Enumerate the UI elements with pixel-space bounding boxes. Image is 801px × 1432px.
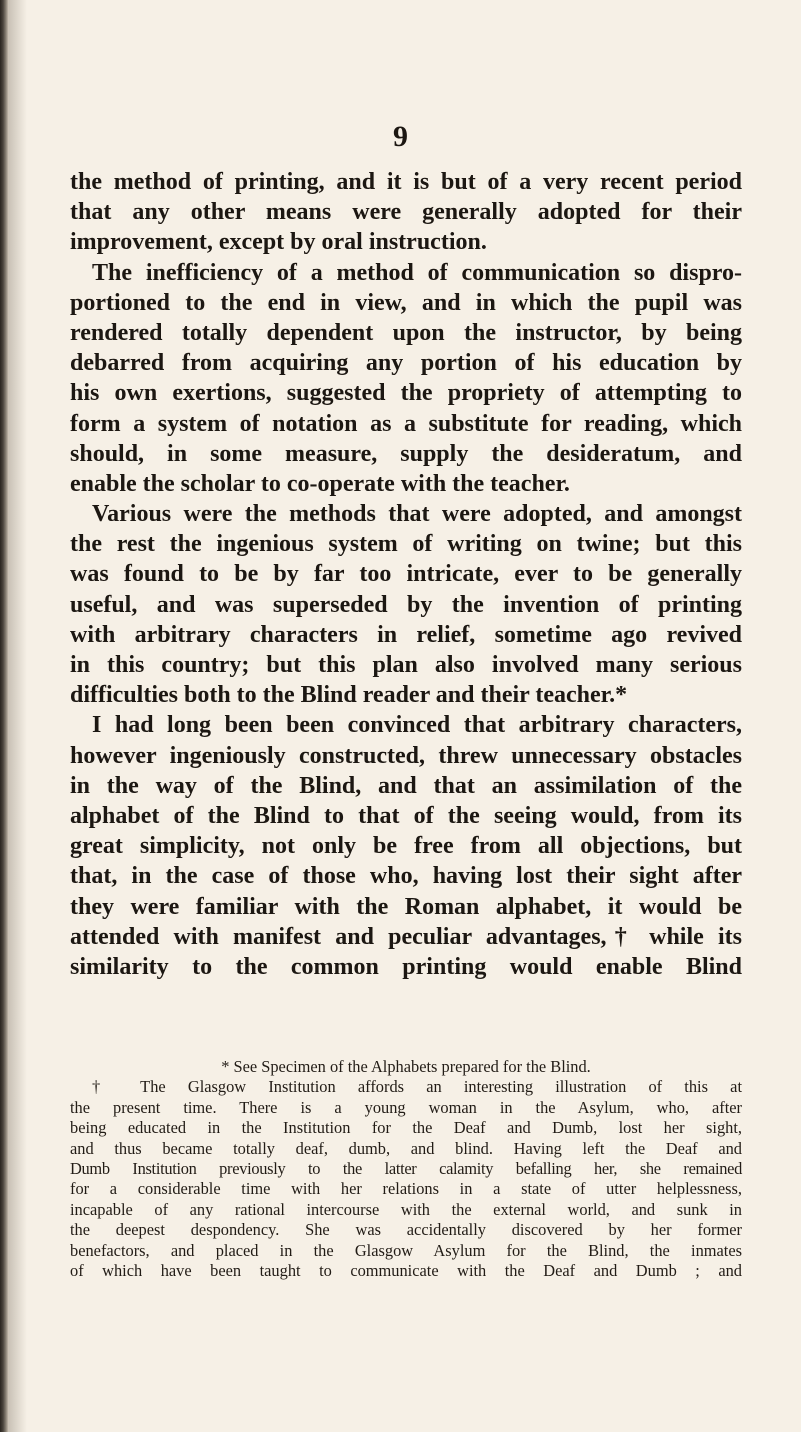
- body-line: great simplicity, not only be free from all objections, but: [70, 833, 742, 860]
- body-line: rendered totally dependent upon the instructor, by being: [70, 319, 742, 346]
- footnote-line: being educated in the Institution for the Deaf and Dumb, lost her sight,: [70, 1118, 742, 1138]
- body-line: however ingeniously constructed, threw unnecessary obstacles: [70, 742, 742, 769]
- body-line: similarity to the common printing would enable Blind: [70, 953, 742, 980]
- footnote-line: benefactors, and placed in the Glasgow Asylum for the Blind, the inmates: [70, 1240, 742, 1260]
- body-line: alphabet of the Blind to that of the seeing would, from its: [70, 802, 742, 829]
- footnote-line: and thus became totally deaf, dumb, and blind. Having left the Deaf and: [70, 1138, 742, 1158]
- footnotes: [70, 1057, 742, 1281]
- footnote-line: * See Specimen of the Alphabets prepared for the Blind.: [221, 1057, 591, 1076]
- body-line: difficulties both to the Blind reader and their teacher.*: [70, 682, 628, 709]
- footnote-line: for a considerable time with her relations in a state of utter helplessness,: [70, 1179, 742, 1199]
- body-line: enable the scholar to co-operate with the teacher.: [70, 470, 570, 497]
- book-spine-edge: [0, 0, 9, 1432]
- body-line: useful, and was superseded by the invention of printing: [70, 591, 742, 618]
- footnote-line: Dumb Institution previously to the latter calamity befalling her, she remained: [70, 1158, 742, 1178]
- footnote-line: † The Glasgow Institution affords an interesting illustration of this at: [92, 1077, 742, 1097]
- body-line: debarred from acquiring any portion of his education by: [70, 350, 742, 377]
- body-line: attended with manifest and peculiar advantages,† while its: [70, 923, 742, 950]
- body-line: was found to be by far too intricate, ever to be generally: [70, 561, 742, 588]
- body-line: I had long been been convinced that arbitrary characters,: [92, 712, 742, 739]
- body-line: they were familiar with the Roman alphabet, it would be: [70, 893, 742, 920]
- body-text: [70, 167, 742, 982]
- footnote-line: the deepest despondency. She was accidentally discovered by her former: [70, 1220, 742, 1240]
- body-line: his own exertions, suggested the propriety of attempting to: [70, 380, 742, 407]
- body-line: The inefficiency of a method of communication so dispro-: [92, 259, 742, 286]
- page-number: 9: [393, 120, 408, 153]
- body-line: form a system of notation as a substitute for reading, which: [70, 410, 742, 437]
- body-line: improvement, except by oral instruction.: [70, 229, 487, 256]
- body-line: in the way of the Blind, and that an assimilation of the: [70, 772, 742, 799]
- body-line: portioned to the end in view, and in which the pupil was: [70, 289, 742, 316]
- body-line: should, in some measure, supply the desideratum, and: [70, 440, 742, 467]
- body-line: the rest the ingenious system of writing on twine; but this: [70, 531, 742, 558]
- body-line: Various were the methods that were adopted, and amongst: [92, 501, 742, 528]
- footnote-line: incapable of any rational intercourse with the external world, and sunk in: [70, 1199, 742, 1219]
- body-line: that, in the case of those who, having lost their sight after: [70, 863, 742, 890]
- body-line: with arbitrary characters in relief, sometime ago revived: [70, 621, 742, 648]
- footnote-line: the present time. There is a young woman in the Asylum, who, after: [70, 1097, 742, 1117]
- gutter-shadow: [9, 0, 27, 1432]
- body-line: in this country; but this plan also involved many serious: [70, 652, 742, 678]
- body-line: the method of printing, and it is but of a very recent period: [70, 169, 742, 195]
- body-line: that any other means were generally adopted for their: [70, 199, 742, 226]
- footnote-line: of which have been taught to communicate with the Deaf and Dumb ; and: [70, 1260, 742, 1280]
